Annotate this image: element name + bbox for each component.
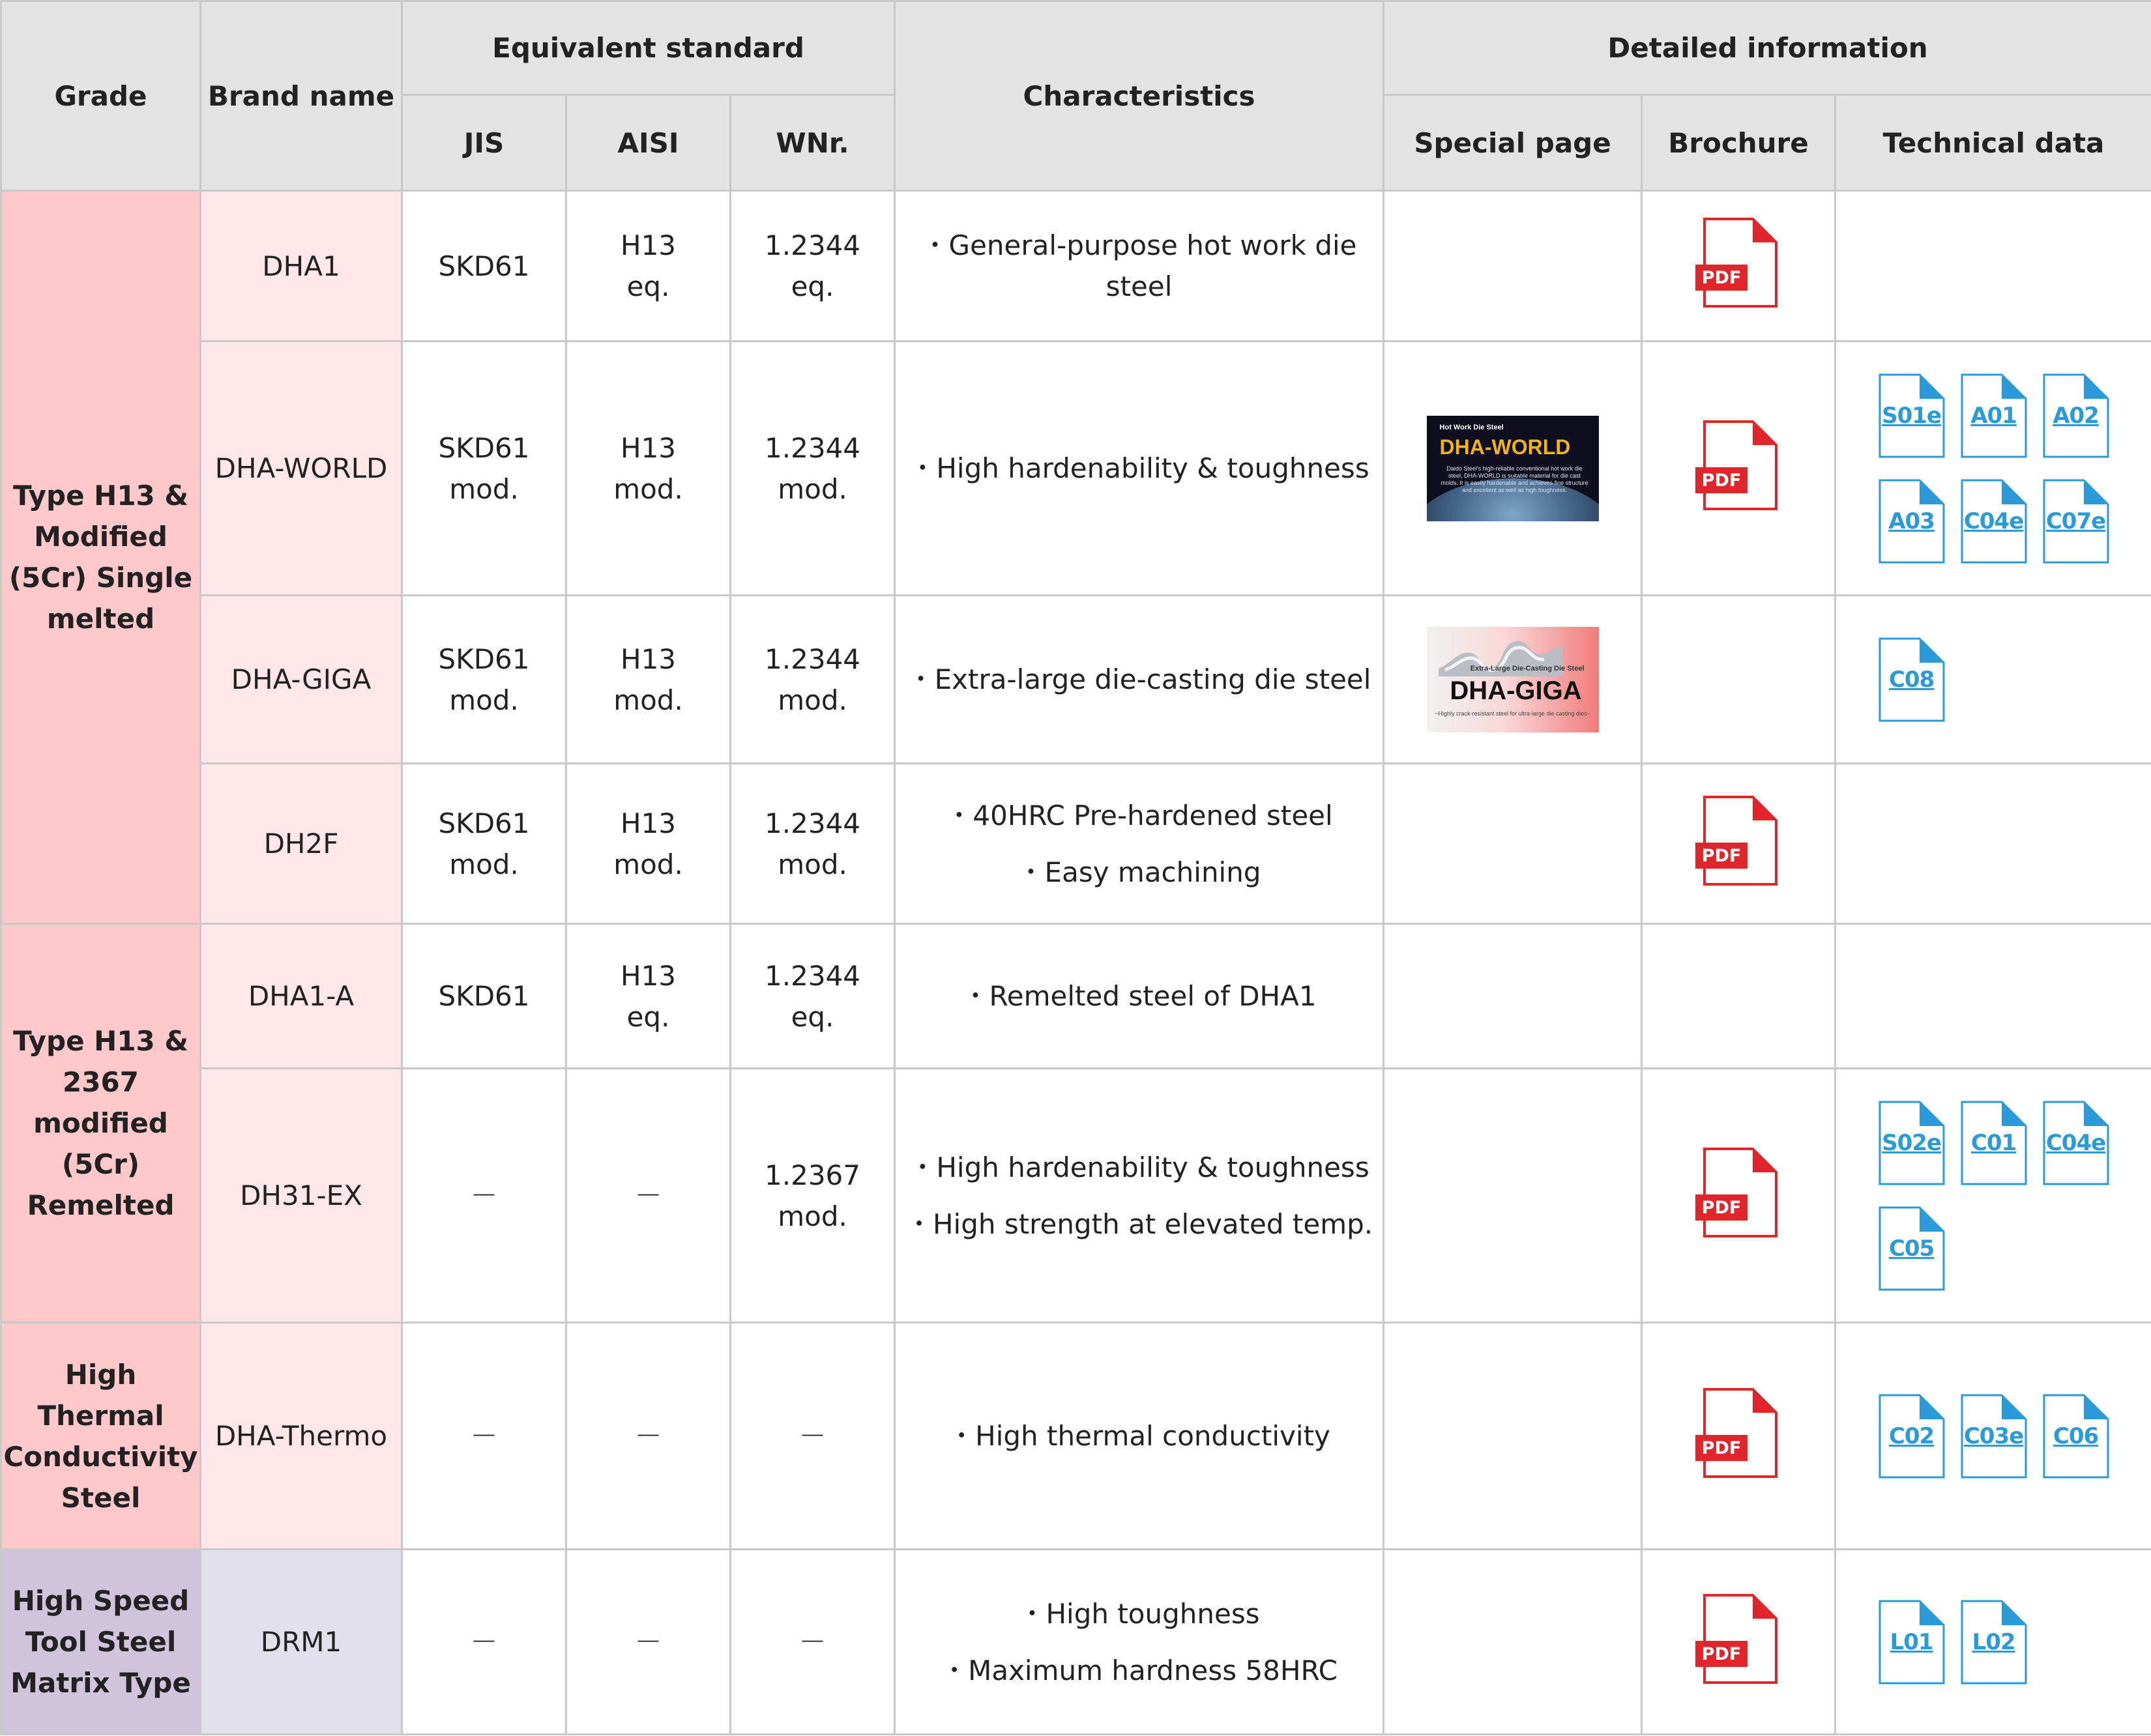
- jis-cell: [402, 191, 566, 341]
- document-file-icon[interactable]: [1878, 1599, 1946, 1685]
- brand-name-cell: DH2F: [201, 764, 402, 924]
- characteristics-cell: [895, 1323, 1384, 1550]
- aisi-cell-line: eq.: [626, 270, 670, 302]
- special-page-cell: [1384, 1550, 1642, 1735]
- table-row: [1, 1323, 2151, 1550]
- special-page-cell: [1384, 1069, 1642, 1323]
- jis-cell: [402, 1323, 566, 1550]
- jis-cell-value: SKD61: [438, 250, 530, 282]
- header-equivalent-standard: Equivalent standard: [402, 1, 895, 95]
- header-wnr: WNr.: [731, 95, 895, 191]
- technical-data-link[interactable]: L01: [1890, 1628, 1933, 1655]
- document-file-icon[interactable]: [1878, 1393, 1946, 1479]
- characteristic-item: ・High toughness: [1018, 1597, 1260, 1630]
- pdf-file-icon[interactable]: [1695, 1387, 1781, 1485]
- table-row: [1, 764, 2151, 924]
- special-page-cell: [1384, 341, 1642, 596]
- thumbnail-description: ~Highly crack-resistant steel for ultra-large die casting dies~: [1435, 710, 1590, 717]
- wnr-cell-line: mod.: [778, 472, 847, 505]
- technical-data-link[interactable]: C07e: [2045, 508, 2106, 534]
- table-row: [1, 924, 2151, 1069]
- pdf-label: PDF: [1701, 268, 1742, 288]
- document-file-icon[interactable]: [2042, 478, 2110, 564]
- technical-data-cell: [1836, 1069, 2151, 1323]
- wnr-cell-line: 1.2344: [765, 959, 860, 992]
- aisi-cell-value: －: [634, 1420, 662, 1452]
- document-file-icon[interactable]: [2042, 373, 2110, 459]
- jis-cell: [402, 924, 566, 1069]
- grade-cell: Type H13 & 2367 modified (5Cr) Remelted: [1, 924, 201, 1323]
- document-file-icon[interactable]: [1960, 478, 2028, 564]
- aisi-cell-line: H13: [620, 807, 677, 839]
- aisi-cell: [566, 341, 731, 596]
- aisi-cell: [566, 1323, 731, 1550]
- wnr-cell-line: eq.: [791, 1000, 834, 1033]
- pdf-label: PDF: [1701, 1438, 1742, 1458]
- aisi-cell-line: H13: [620, 643, 677, 675]
- brochure-cell: [1642, 341, 1836, 596]
- brand-name-cell: DHA-WORLD: [201, 341, 402, 596]
- document-file-icon[interactable]: [1878, 373, 1946, 459]
- technical-data-cell: [1836, 924, 2151, 1069]
- jis-cell: [402, 764, 566, 924]
- header-characteristics: Characteristics: [895, 1, 1384, 191]
- brochure-cell: [1642, 924, 1836, 1069]
- document-file-icon[interactable]: [2042, 1100, 2110, 1186]
- grade-cell: High Thermal Conductivity Steel: [1, 1323, 201, 1550]
- wnr-cell-line: mod.: [778, 848, 847, 880]
- characteristics-cell: [895, 1550, 1384, 1735]
- brand-name-cell: DRM1: [201, 1550, 402, 1735]
- jis-cell-line: SKD61: [438, 643, 530, 675]
- grade-cell: High Speed Tool Steel Matrix Type: [1, 1550, 201, 1735]
- grade-cell: Type H13 & Modified (5Cr) Single melted: [1, 191, 201, 924]
- wnr-cell-line: eq.: [791, 270, 834, 302]
- jis-cell-line: mod.: [449, 472, 519, 505]
- document-file-icon[interactable]: [1878, 637, 1946, 723]
- jis-cell-value: －: [470, 1626, 498, 1658]
- table-row: [1, 1550, 2151, 1735]
- pdf-label: PDF: [1701, 470, 1742, 491]
- document-file-icon[interactable]: [1960, 1100, 2028, 1186]
- characteristic-item: ・High strength at elevated temp.: [905, 1208, 1373, 1240]
- technical-data-links: [1878, 637, 2110, 723]
- characteristic-item: ・40HRC Pre-hardened steel: [945, 799, 1333, 832]
- jis-cell-value: SKD61: [438, 980, 530, 1012]
- characteristic-item: ・Maximum hardness 58HRC: [941, 1654, 1338, 1686]
- thumbnail-description: Daido Steel's high-reliable conventional hot work die steel, DHA-WORLD is suitable material for die cast molds. It is easily hardenable and achieves fine structure and excellent as well as high toughness.: [1441, 465, 1588, 493]
- aisi-cell: [566, 191, 731, 341]
- wnr-cell-line: mod.: [778, 684, 847, 716]
- aisi-cell-value: －: [634, 1179, 662, 1211]
- characteristic-item: ・General-purpose hot work die steel: [921, 229, 1357, 302]
- special-page-cell: [1384, 191, 1642, 341]
- characteristic-item: ・High hardenability & toughness: [909, 1151, 1369, 1183]
- jis-cell: [402, 596, 566, 764]
- aisi-cell-line: mod.: [613, 848, 683, 880]
- technical-data-links: [1878, 1393, 2110, 1479]
- technical-data-link[interactable]: C08: [1888, 666, 1935, 693]
- document-file-icon[interactable]: [1960, 1393, 2028, 1479]
- characteristics-cell: [895, 341, 1384, 596]
- jis-cell-line: mod.: [449, 684, 519, 716]
- jis-cell-line: SKD61: [438, 807, 530, 839]
- jis-cell: [402, 1069, 566, 1323]
- brand-name-cell: DHA1-A: [201, 924, 402, 1069]
- document-file-icon[interactable]: [1960, 1599, 2028, 1685]
- technical-data-link[interactable]: C01: [1970, 1129, 2017, 1156]
- technical-data-cell: [1836, 596, 2151, 764]
- pdf-file-icon[interactable]: [1695, 420, 1781, 517]
- technical-data-link[interactable]: L02: [1972, 1628, 2015, 1655]
- technical-data-link[interactable]: C05: [1888, 1235, 1935, 1262]
- brand-name-cell: DHA-Thermo: [201, 1323, 402, 1550]
- technical-data-cell: [1836, 191, 2151, 341]
- jis-cell-line: mod.: [449, 848, 519, 880]
- aisi-cell: [566, 1550, 731, 1735]
- wnr-cell: [731, 764, 895, 924]
- wnr-cell-value: －: [798, 1626, 827, 1658]
- jis-cell: [402, 1550, 566, 1735]
- technical-data-link[interactable]: C03e: [1963, 1423, 2024, 1449]
- wnr-cell-line: 1.2367: [765, 1159, 860, 1191]
- brand-name-cell: DH31-EX: [201, 1069, 402, 1323]
- wnr-cell: [731, 191, 895, 341]
- header-aisi: AISI: [566, 95, 731, 191]
- pdf-label: PDF: [1701, 845, 1742, 866]
- header-grade: Grade: [1, 1, 201, 191]
- aisi-cell: [566, 596, 731, 764]
- aisi-cell-line: mod.: [613, 684, 683, 716]
- technical-data-link[interactable]: S02e: [1882, 1129, 1941, 1156]
- dha-giga-special-page-thumbnail[interactable]: [1427, 627, 1599, 732]
- document-file-icon[interactable]: [1878, 478, 1946, 564]
- technical-data-links: [1878, 373, 2110, 564]
- aisi-cell-line: H13: [620, 229, 677, 261]
- header-special-page: Special page: [1384, 95, 1642, 191]
- header-technical-data: Technical data: [1836, 95, 2151, 191]
- characteristics-cell: [895, 924, 1384, 1069]
- aisi-cell: [566, 924, 731, 1069]
- special-page-cell: [1384, 764, 1642, 924]
- technical-data-link[interactable]: A03: [1888, 508, 1935, 534]
- header-jis: JIS: [402, 95, 566, 191]
- thumbnail-title: DHA-GIGA: [1450, 676, 1582, 705]
- dha-world-special-page-thumbnail[interactable]: [1427, 416, 1599, 521]
- header-brochure: Brochure: [1642, 95, 1836, 191]
- technical-data-link[interactable]: S01e: [1882, 402, 1941, 429]
- pdf-file-icon[interactable]: [1695, 1147, 1781, 1245]
- technical-data-links: [1878, 1100, 2110, 1292]
- aisi-cell: [566, 764, 731, 924]
- wnr-cell: [731, 596, 895, 764]
- aisi-cell-line: H13: [620, 959, 677, 992]
- brochure-cell: [1642, 764, 1836, 924]
- jis-cell-line: SKD61: [438, 431, 530, 464]
- jis-cell-value: －: [470, 1420, 498, 1452]
- technical-data-cell: [1836, 1323, 2151, 1550]
- technical-data-cell: [1836, 764, 2151, 924]
- pdf-label: PDF: [1701, 1197, 1742, 1218]
- technical-data-link[interactable]: C04e: [2045, 1129, 2106, 1156]
- table-row: [1, 596, 2151, 764]
- characteristics-cell: [895, 596, 1384, 764]
- technical-data-cell: [1836, 1550, 2151, 1735]
- header-brand-name: Brand name: [201, 1, 402, 191]
- technical-data-link[interactable]: C04e: [1963, 508, 2024, 534]
- aisi-cell-line: mod.: [613, 472, 683, 505]
- brochure-cell: [1642, 596, 1836, 764]
- special-page-cell: [1384, 924, 1642, 1069]
- wnr-cell: [731, 1069, 895, 1323]
- wnr-cell: [731, 924, 895, 1069]
- technical-data-link[interactable]: C06: [2053, 1423, 2099, 1449]
- characteristic-item: ・High thermal conductivity: [948, 1420, 1330, 1452]
- technical-data-link[interactable]: A02: [2053, 402, 2099, 429]
- thumbnail-subtitle: Extra-Large Die-Casting Die Steel: [1470, 664, 1585, 673]
- characteristic-item: ・Easy machining: [1017, 856, 1261, 888]
- thumbnail-title: DHA-WORLD: [1439, 435, 1571, 459]
- technical-data-links: [1878, 1599, 2110, 1685]
- jis-cell-value: －: [470, 1179, 498, 1211]
- wnr-cell-value: －: [798, 1420, 827, 1452]
- brochure-cell: [1642, 1323, 1836, 1550]
- pdf-file-icon[interactable]: [1695, 1593, 1781, 1691]
- wnr-cell-line: 1.2344: [765, 807, 860, 839]
- table-row: [1, 1069, 2151, 1323]
- characteristics-cell: [895, 1069, 1384, 1323]
- technical-data-link[interactable]: A01: [1970, 402, 2017, 429]
- brand-name-cell: DHA1: [201, 191, 402, 341]
- table-row: [1, 191, 2151, 341]
- wnr-cell-line: 1.2344: [765, 431, 860, 464]
- pdf-file-icon[interactable]: [1695, 795, 1781, 893]
- brand-name-cell: DHA-GIGA: [201, 596, 402, 764]
- document-file-icon[interactable]: [2042, 1393, 2110, 1479]
- table-row: [1, 341, 2151, 596]
- characteristic-item: ・Extra-large die-casting die steel: [907, 663, 1371, 695]
- wnr-cell-line: 1.2344: [765, 229, 860, 261]
- wnr-cell: [731, 341, 895, 596]
- document-file-icon[interactable]: [1878, 1100, 1946, 1186]
- special-page-cell: [1384, 596, 1642, 764]
- pdf-label: PDF: [1701, 1643, 1742, 1664]
- characteristic-item: ・Remelted steel of DHA1: [961, 980, 1317, 1012]
- characteristics-cell: [895, 764, 1384, 924]
- aisi-cell-line: H13: [620, 431, 677, 464]
- special-page-cell: [1384, 1323, 1642, 1550]
- brochure-cell: [1642, 1550, 1836, 1735]
- brochure-cell: [1642, 1069, 1836, 1323]
- wnr-cell: [731, 1323, 895, 1550]
- jis-cell: [402, 341, 566, 596]
- thumbnail-subtitle: Hot Work Die Steel: [1439, 423, 1504, 431]
- wnr-cell-line: mod.: [778, 1200, 847, 1232]
- brochure-cell: [1642, 191, 1836, 341]
- wnr-cell-line: 1.2344: [765, 643, 860, 675]
- document-file-icon[interactable]: [1960, 373, 2028, 459]
- pdf-file-icon[interactable]: [1695, 217, 1781, 315]
- aisi-cell-line: eq.: [626, 1000, 670, 1033]
- technical-data-link[interactable]: C02: [1888, 1423, 1935, 1449]
- header-detailed-information: Detailed information: [1384, 1, 2151, 95]
- aisi-cell: [566, 1069, 731, 1323]
- wnr-cell: [731, 1550, 895, 1735]
- technical-data-cell: [1836, 341, 2151, 596]
- characteristic-item: ・High hardenability & toughness: [909, 452, 1369, 484]
- aisi-cell-value: －: [634, 1626, 662, 1658]
- characteristics-cell: [895, 191, 1384, 341]
- document-file-icon[interactable]: [1878, 1206, 1946, 1292]
